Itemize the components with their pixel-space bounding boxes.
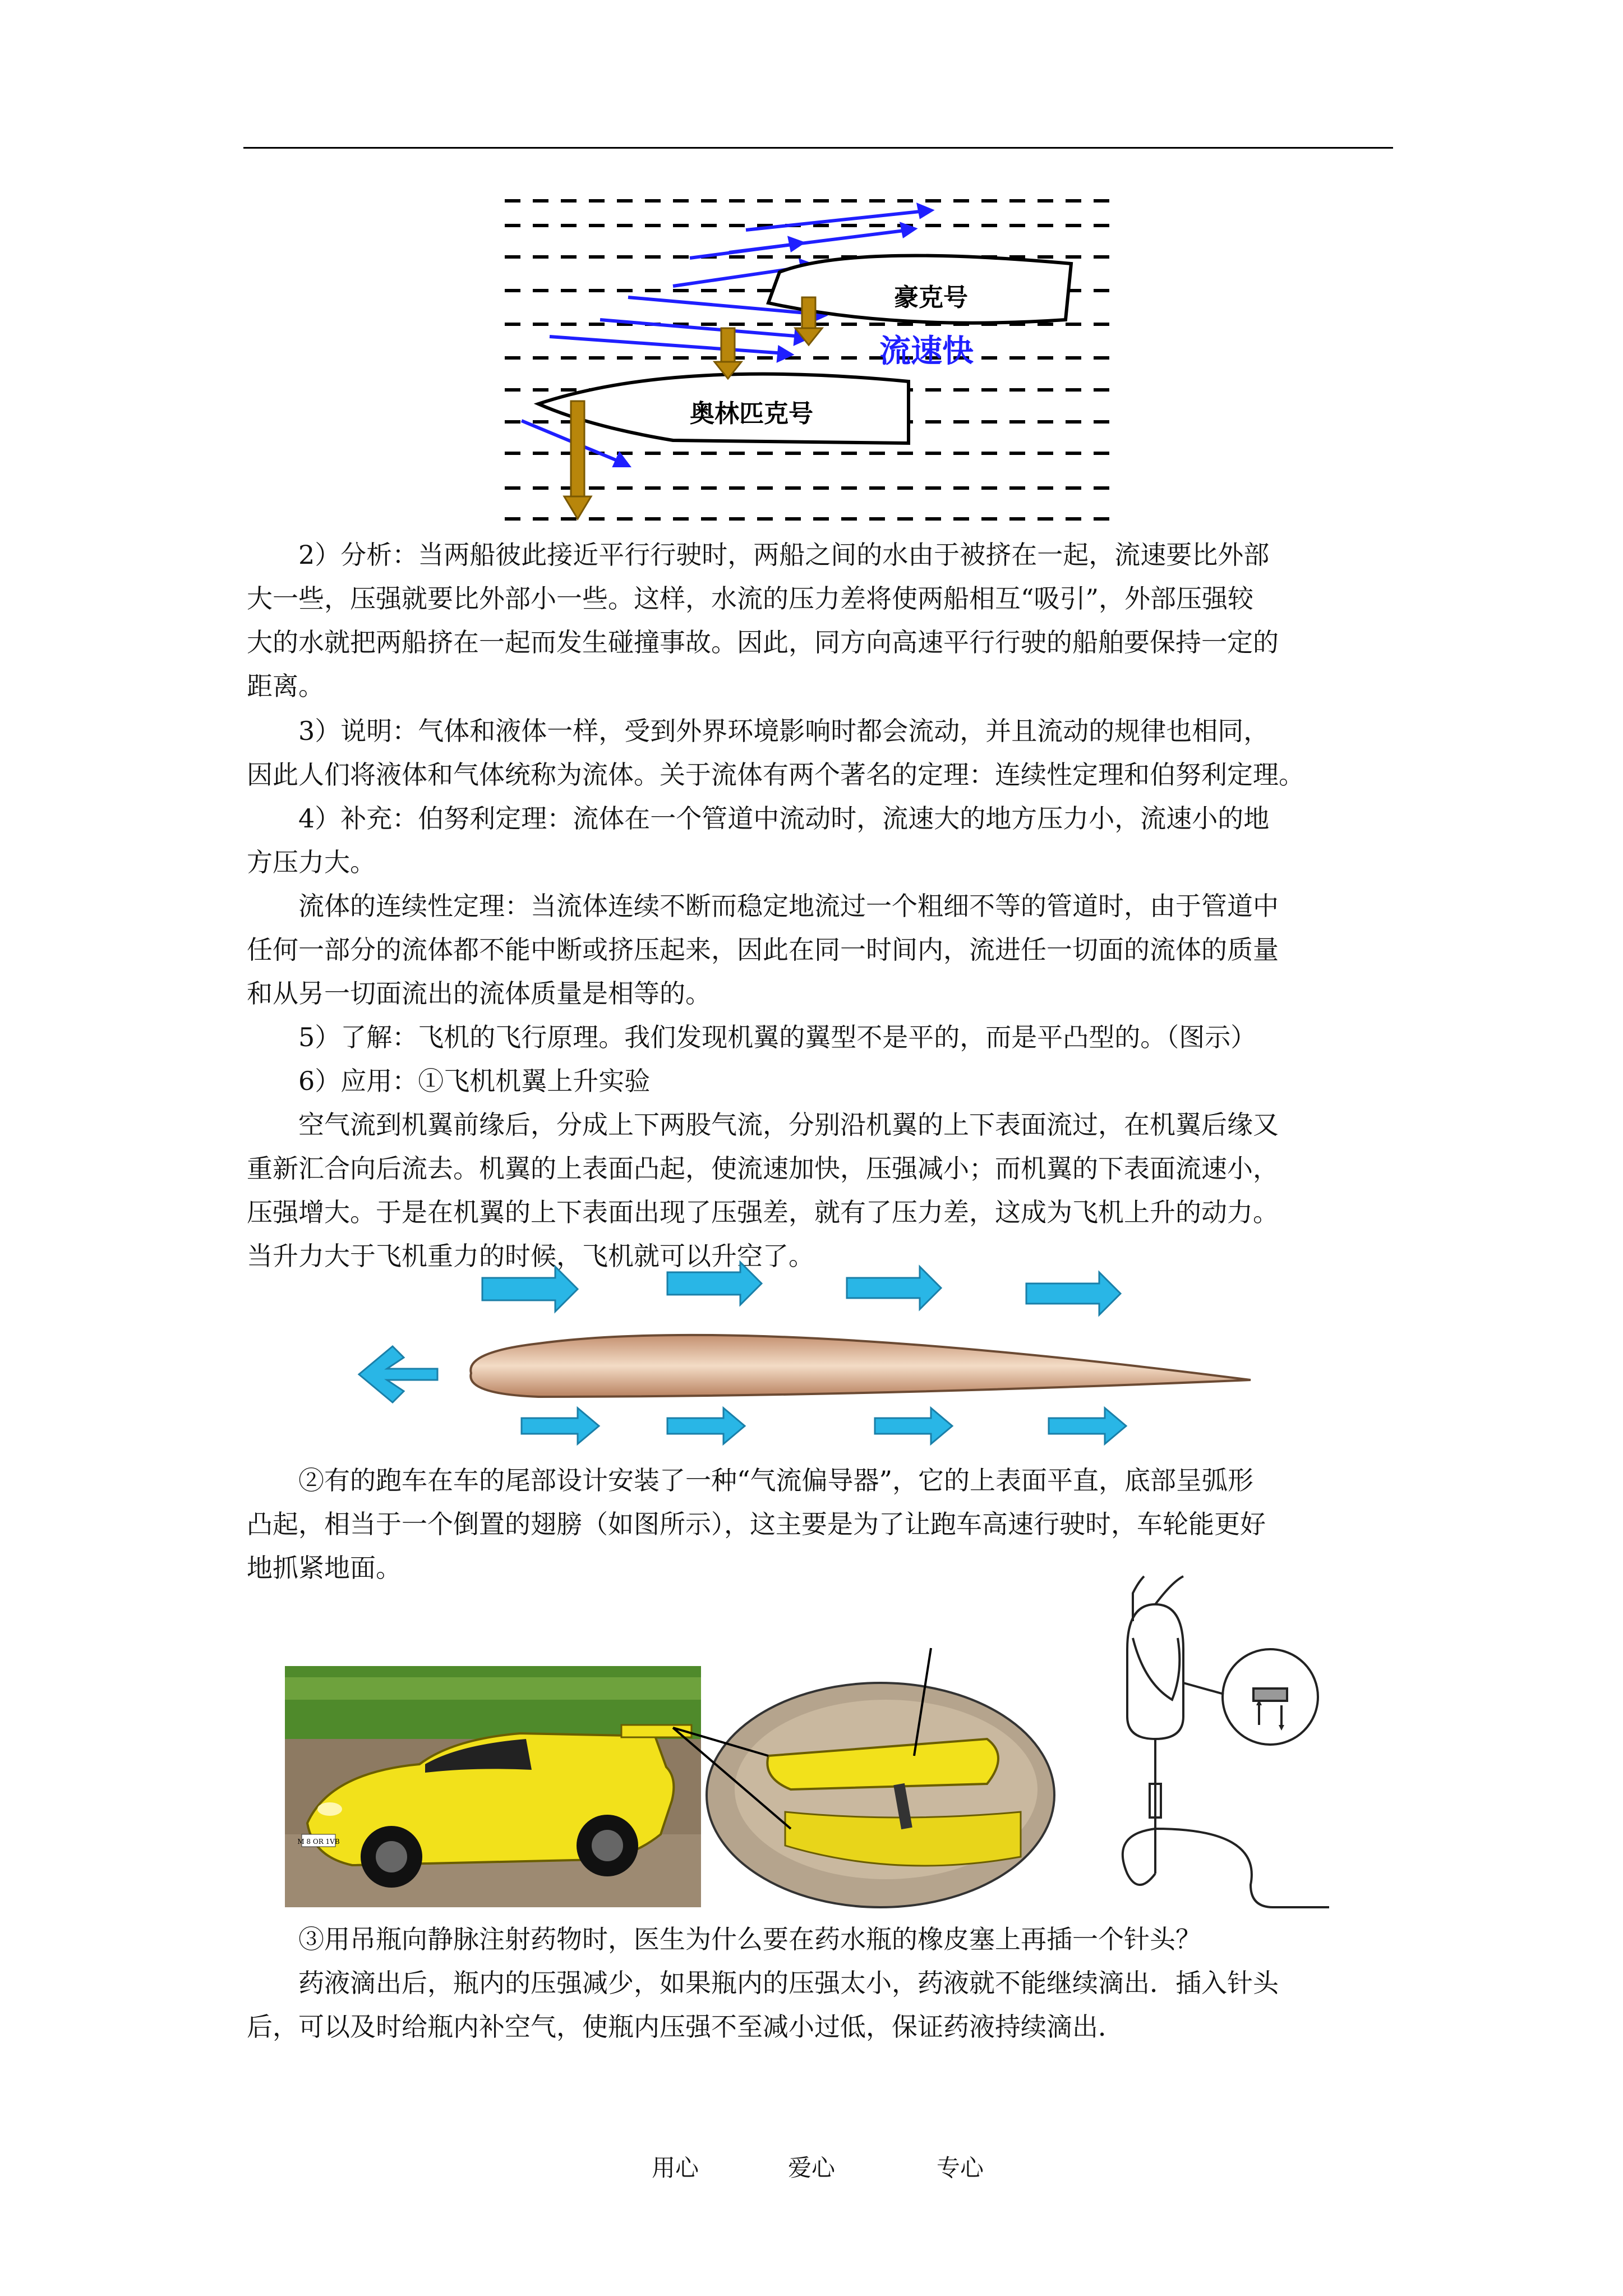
footer-middle: 爱心 xyxy=(788,2154,836,2182)
header-rule xyxy=(243,147,1393,149)
spoiler-l2: 凸起，相当于一个倒置的翅膀（如图所示），这主要是为了让跑车高速行驶时，车轮能更好 xyxy=(247,1509,1266,1539)
iv-bottle xyxy=(1127,1604,1183,1739)
iv-tube xyxy=(1123,1829,1329,1907)
wing-l3: 压强增大。于是在机翼的上下表面出现了压强差，就有了压力差，这成为飞机上升的动力。 xyxy=(247,1197,1279,1227)
para-5: 5）了解：飞机的飞行原理。我们发现机翼的翼型不是平的，而是平凸型的。（图示） xyxy=(298,1022,1257,1052)
para-3-l2: 因此人们将液体和气体统称为流体。关于流体有两个著名的定理：连续性定理和伯努利定理。 xyxy=(247,760,1304,790)
wing-profile xyxy=(471,1335,1251,1397)
airfoil-figure xyxy=(353,1262,1262,1447)
speed-label: 流速快 xyxy=(879,333,974,370)
boat-olympic-label: 奥林匹克号 xyxy=(690,399,813,428)
spoiler-zoom-figure xyxy=(673,1644,1066,1913)
para-4-l1: 4）补充：伯努利定理：流体在一个管道中流动时，流速大的地方压力小，流速小的地 xyxy=(298,803,1270,834)
para-3-l1: 3）说明：气体和液体一样，受到外界环境影响时都会流动，并且流动的规律也相同， xyxy=(298,716,1270,746)
iv-answer-l2: 后，可以及时给瓶内补空气，使瓶内压强不至减小过低，保证药液持续滴出． xyxy=(247,2012,1124,2042)
para-2-l3: 大的水就把两船挤在一起而发生碰撞事故。因此，同方向高速平行行驶的船舶要保持一定的 xyxy=(247,627,1279,657)
spoiler-l1: ②有的跑车在车的尾部设计安装了一种“气流偏导器”，它的上表面平直，底部呈弧形 xyxy=(298,1465,1254,1496)
continuity-l2: 任何一部分的流体都不能中断或挤压起来，因此在同一时间内，流进任一切面的流体的质量 xyxy=(247,935,1279,965)
para-2-l1: 2）分析：当两船彼此接近平行行驶时，两船之间的水由于被挤在一起，流速要比外部 xyxy=(298,540,1270,570)
spoiler-l3: 地抓紧地面。 xyxy=(247,1553,402,1583)
continuity-l3: 和从另一切面流出的流体质量是相等的。 xyxy=(247,978,711,1009)
wing-l2: 重新汇合向后流去。机翼的上表面凸起，使流速加快，压强减小；而机翼的下表面流速小， xyxy=(247,1153,1279,1184)
para-2-l4: 距离。 xyxy=(247,671,324,701)
footer-left: 用心 xyxy=(652,2154,699,2182)
iv-question: ③用吊瓶向静脉注射药物时，医生为什么要在药水瓶的橡皮塞上再插一个针头？ xyxy=(298,1924,1201,1954)
para-4-l2: 方压力大。 xyxy=(247,847,376,877)
boat-hawke-label: 豪克号 xyxy=(894,283,968,312)
iv-answer-l1: 药液滴出后，瓶内的压强减少，如果瓶内的压强太小，药液就不能继续滴出．插入针头 xyxy=(298,1968,1279,1998)
iv-drip-figure xyxy=(1094,1571,1363,1913)
para-2-l2: 大一些，压强就要比外部小一些。这样，水流的压力差将使两船相互“吸引”，外部压强较 xyxy=(247,583,1254,614)
para-6: 6）应用：①飞机机翼上升实验 xyxy=(298,1066,651,1096)
footer-right: 专心 xyxy=(937,2154,984,2182)
wing-l4: 当升力大于飞机重力的时候，飞机就可以升空了。 xyxy=(247,1241,814,1271)
continuity-l1: 流体的连续性定理：当流体连续不断而稳定地流过一个粗细不等的管道时，由于管道中 xyxy=(298,891,1279,921)
ships-figure xyxy=(505,191,1133,527)
water-dash-lines xyxy=(505,201,1116,519)
car-plate: M 8 OR 1VB xyxy=(297,1838,340,1846)
sports-car-photo xyxy=(285,1666,701,1907)
wing-l1: 空气流到机翼前缘后，分成上下两股气流，分别沿机翼的上下表面流过，在机翼后缘又 xyxy=(298,1110,1279,1140)
